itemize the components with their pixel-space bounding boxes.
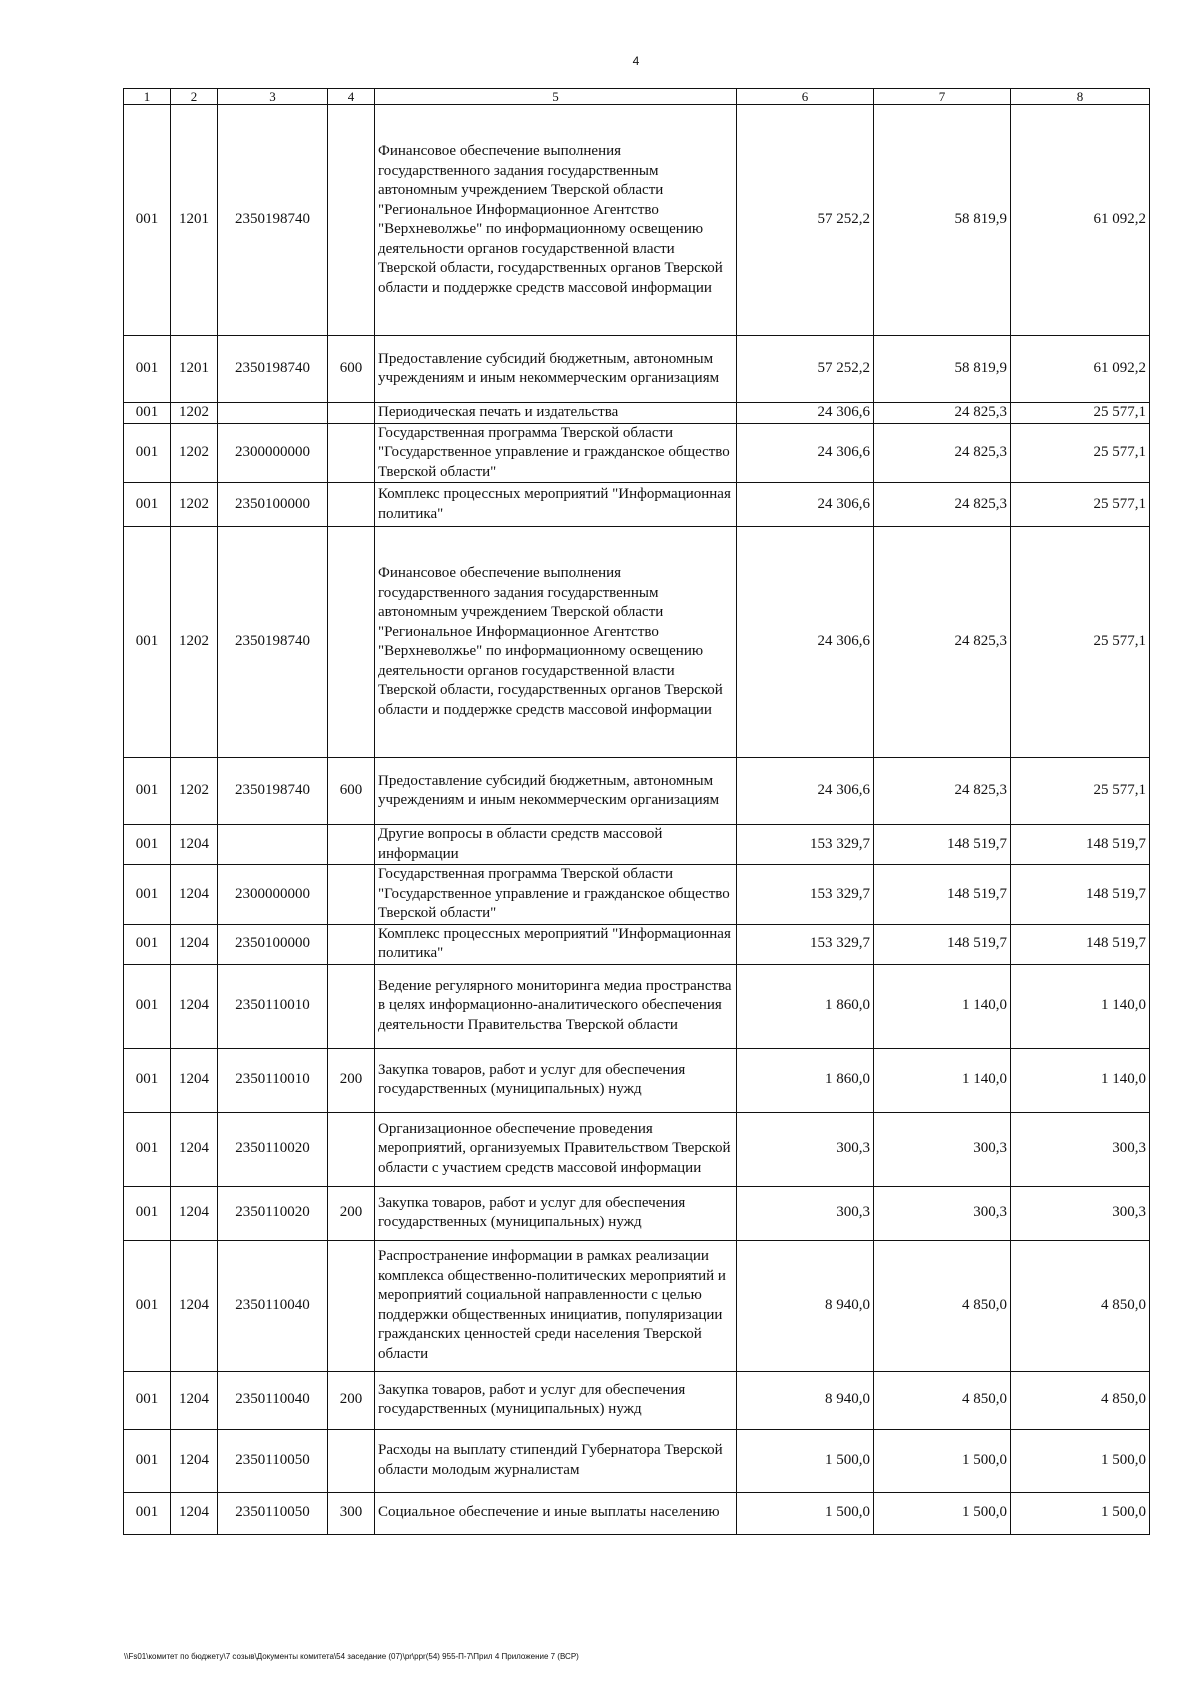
cell-amount-year1: 57 252,2 [737,105,874,336]
cell-section: 1204 [171,1112,218,1186]
cell-amount-year1: 1 500,0 [737,1429,874,1492]
cell-amount-year3: 61 092,2 [1011,105,1150,336]
cell-grbs: 001 [124,1048,171,1112]
cell-amount-year2: 148 519,7 [874,924,1011,964]
cell-amount-year2: 1 500,0 [874,1429,1011,1492]
cell-expense-type [328,1429,375,1492]
cell-grbs: 001 [124,825,171,865]
table-row [124,865,1150,925]
cell-target-article: 2350110040 [218,1371,328,1429]
cell-amount-year2: 1 140,0 [874,1048,1011,1112]
cell-expense-type [328,924,375,964]
cell-grbs: 001 [124,964,171,1048]
cell-amount-year3: 148 519,7 [1011,924,1150,964]
cell-amount-year3: 1 500,0 [1011,1429,1150,1492]
cell-amount-year2: 1 140,0 [874,964,1011,1048]
cell-expense-type: 200 [328,1371,375,1429]
cell-description: Комплекс процессных мероприятий "Информационная политика" [375,924,737,964]
cell-description: Закупка товаров, работ и услуг для обеспечения государственных (муниципальных) нужд [375,1048,737,1112]
table-row [124,1429,1150,1492]
cell-grbs: 001 [124,758,171,825]
column-header: 7 [874,89,1011,105]
cell-amount-year1: 1 500,0 [737,1492,874,1534]
cell-target-article: 2300000000 [218,865,328,925]
cell-target-article: 2350100000 [218,924,328,964]
cell-description: Социальное обеспечение и иные выплаты населению [375,1492,737,1534]
cell-expense-type: 600 [328,336,375,403]
table-row [124,1371,1150,1429]
cell-target-article: 2350110010 [218,964,328,1048]
cell-expense-type [328,483,375,527]
table-row [124,483,1150,527]
cell-description: Организационное обеспечение проведения мероприятий, организуемых Правительством Тверской области с участием средств массовой информации [375,1112,737,1186]
table-row [124,758,1150,825]
cell-section: 1204 [171,865,218,925]
cell-amount-year2: 4 850,0 [874,1371,1011,1429]
table-row [124,924,1150,964]
cell-grbs: 001 [124,423,171,483]
cell-amount-year1: 153 329,7 [737,825,874,865]
cell-target-article: 2350110050 [218,1429,328,1492]
cell-amount-year3: 25 577,1 [1011,423,1150,483]
cell-target-article: 2350110010 [218,1048,328,1112]
cell-description: Периодическая печать и издательства [375,403,737,424]
cell-amount-year1: 57 252,2 [737,336,874,403]
cell-target-article: 2350198740 [218,758,328,825]
cell-amount-year3: 25 577,1 [1011,403,1150,424]
cell-amount-year2: 1 500,0 [874,1492,1011,1534]
cell-section: 1202 [171,527,218,758]
cell-expense-type: 200 [328,1048,375,1112]
cell-section: 1204 [171,1186,218,1240]
cell-expense-type [328,825,375,865]
cell-amount-year3: 1 140,0 [1011,964,1150,1048]
table-row [124,1112,1150,1186]
column-header: 6 [737,89,874,105]
cell-amount-year2: 24 825,3 [874,758,1011,825]
cell-amount-year3: 25 577,1 [1011,483,1150,527]
cell-section: 1202 [171,483,218,527]
cell-grbs: 001 [124,105,171,336]
cell-target-article: 2350198740 [218,336,328,403]
table-row [124,423,1150,483]
cell-description: Комплекс процессных мероприятий "Информационная политика" [375,483,737,527]
cell-description: Распространение информации в рамках реализации комплекса общественно-политических мероприятий и мероприятий социальной направленности с целью поддержки общественных инициатив, популяризации гражданских ценностей среди населения Тверской области [375,1240,737,1371]
cell-amount-year1: 24 306,6 [737,423,874,483]
cell-grbs: 001 [124,1186,171,1240]
cell-description: Предоставление субсидий бюджетным, автономным учреждениям и иным некоммерческим организациям [375,336,737,403]
cell-expense-type [328,527,375,758]
cell-amount-year2: 24 825,3 [874,527,1011,758]
cell-amount-year2: 24 825,3 [874,403,1011,424]
cell-amount-year3: 4 850,0 [1011,1371,1150,1429]
cell-amount-year3: 25 577,1 [1011,527,1150,758]
table-row [124,105,1150,336]
cell-amount-year1: 24 306,6 [737,483,874,527]
cell-expense-type [328,105,375,336]
cell-description: Расходы на выплату стипендий Губернатора Тверской области молодым журналистам [375,1429,737,1492]
cell-amount-year3: 148 519,7 [1011,865,1150,925]
table-row [124,1048,1150,1112]
cell-grbs: 001 [124,1429,171,1492]
column-header: 2 [171,89,218,105]
cell-amount-year3: 1 500,0 [1011,1492,1150,1534]
cell-grbs: 001 [124,1371,171,1429]
cell-amount-year2: 58 819,9 [874,105,1011,336]
cell-expense-type [328,403,375,424]
cell-grbs: 001 [124,1112,171,1186]
cell-grbs: 001 [124,1240,171,1371]
cell-description: Финансовое обеспечение выполнения государственного задания государственным автономным учреждением Тверской области "Региональное Информационное Агентство "Верхневолжье" по информационному освещению деятельности органов государственной власти Тверской области, государственных органов Тверской области и поддержке средств массовой информации [375,527,737,758]
cell-section: 1204 [171,1048,218,1112]
cell-target-article: 2350110040 [218,1240,328,1371]
cell-amount-year2: 300,3 [874,1186,1011,1240]
table-body [124,105,1150,1535]
cell-section: 1202 [171,758,218,825]
cell-target-article [218,403,328,424]
footer-file-path: \\Fs01\комитет по бюджету\7 созыв\Документы комитета\54 заседание (07)\pr\ppr(54) 955-П-7\Прил 4 Приложение 7 (ВСР) [124,1652,579,1661]
cell-section: 1204 [171,1240,218,1371]
cell-amount-year2: 4 850,0 [874,1240,1011,1371]
cell-grbs: 001 [124,1492,171,1534]
cell-target-article: 2350198740 [218,527,328,758]
cell-amount-year1: 1 860,0 [737,964,874,1048]
cell-section: 1204 [171,964,218,1048]
table-row [124,1492,1150,1534]
cell-expense-type [328,423,375,483]
column-header: 3 [218,89,328,105]
cell-target-article: 2350198740 [218,105,328,336]
cell-amount-year3: 148 519,7 [1011,825,1150,865]
table-row [124,336,1150,403]
cell-description: Ведение регулярного мониторинга медиа пространства в целях информационно-аналитического обеспечения деятельности Правительства Тверской области [375,964,737,1048]
cell-expense-type: 300 [328,1492,375,1534]
cell-amount-year1: 24 306,6 [737,758,874,825]
cell-expense-type: 600 [328,758,375,825]
cell-amount-year1: 153 329,7 [737,865,874,925]
cell-description: Закупка товаров, работ и услуг для обеспечения государственных (муниципальных) нужд [375,1371,737,1429]
cell-amount-year1: 300,3 [737,1186,874,1240]
cell-section: 1201 [171,336,218,403]
cell-target-article: 2350100000 [218,483,328,527]
cell-amount-year2: 24 825,3 [874,483,1011,527]
cell-amount-year1: 24 306,6 [737,527,874,758]
cell-section: 1204 [171,1371,218,1429]
cell-amount-year3: 300,3 [1011,1112,1150,1186]
cell-target-article: 2300000000 [218,423,328,483]
cell-target-article: 2350110020 [218,1112,328,1186]
cell-amount-year2: 148 519,7 [874,865,1011,925]
cell-section: 1204 [171,924,218,964]
cell-amount-year3: 300,3 [1011,1186,1150,1240]
cell-amount-year1: 8 940,0 [737,1371,874,1429]
table-row [124,1240,1150,1371]
cell-amount-year1: 300,3 [737,1112,874,1186]
cell-description: Финансовое обеспечение выполнения государственного задания государственным автономным учреждением Тверской области "Региональное Информационное Агентство "Верхневолжье" по информационному освещению деятельности органов государственной власти Тверской области, государственных органов Тверской области и поддержке средств массовой информации [375,105,737,336]
cell-amount-year2: 300,3 [874,1112,1011,1186]
cell-target-article [218,825,328,865]
column-header: 8 [1011,89,1150,105]
cell-target-article: 2350110050 [218,1492,328,1534]
column-header: 4 [328,89,375,105]
cell-grbs: 001 [124,483,171,527]
cell-amount-year2: 148 519,7 [874,825,1011,865]
cell-description: Предоставление субсидий бюджетным, автономным учреждениям и иным некоммерческим организациям [375,758,737,825]
cell-section: 1204 [171,1492,218,1534]
cell-amount-year3: 25 577,1 [1011,758,1150,825]
cell-grbs: 001 [124,336,171,403]
cell-section: 1202 [171,403,218,424]
cell-expense-type [328,964,375,1048]
column-header: 1 [124,89,171,105]
column-header: 5 [375,89,737,105]
cell-expense-type [328,1112,375,1186]
table-row [124,825,1150,865]
cell-grbs: 001 [124,403,171,424]
cell-expense-type: 200 [328,1186,375,1240]
cell-amount-year1: 8 940,0 [737,1240,874,1371]
cell-grbs: 001 [124,527,171,758]
table-row [124,403,1150,424]
cell-amount-year1: 1 860,0 [737,1048,874,1112]
cell-target-article: 2350110020 [218,1186,328,1240]
cell-grbs: 001 [124,865,171,925]
cell-amount-year3: 4 850,0 [1011,1240,1150,1371]
cell-description: Другие вопросы в области средств массовой информации [375,825,737,865]
table-row [124,964,1150,1048]
cell-amount-year1: 153 329,7 [737,924,874,964]
cell-amount-year3: 61 092,2 [1011,336,1150,403]
page-number: 4 [632,54,640,68]
cell-expense-type [328,865,375,925]
cell-section: 1201 [171,105,218,336]
cell-expense-type [328,1240,375,1371]
cell-amount-year2: 24 825,3 [874,423,1011,483]
cell-section: 1204 [171,1429,218,1492]
table-row [124,527,1150,758]
cell-section: 1204 [171,825,218,865]
column-number-row [124,89,1150,105]
cell-amount-year3: 1 140,0 [1011,1048,1150,1112]
cell-description: Государственная программа Тверской области "Государственное управление и гражданское общество Тверской области" [375,423,737,483]
cell-amount-year1: 24 306,6 [737,403,874,424]
table-row [124,1186,1150,1240]
cell-description: Государственная программа Тверской области "Государственное управление и гражданское общество Тверской области" [375,865,737,925]
cell-amount-year2: 58 819,9 [874,336,1011,403]
cell-section: 1202 [171,423,218,483]
cell-grbs: 001 [124,924,171,964]
budget-table [123,88,1150,1535]
cell-description: Закупка товаров, работ и услуг для обеспечения государственных (муниципальных) нужд [375,1186,737,1240]
